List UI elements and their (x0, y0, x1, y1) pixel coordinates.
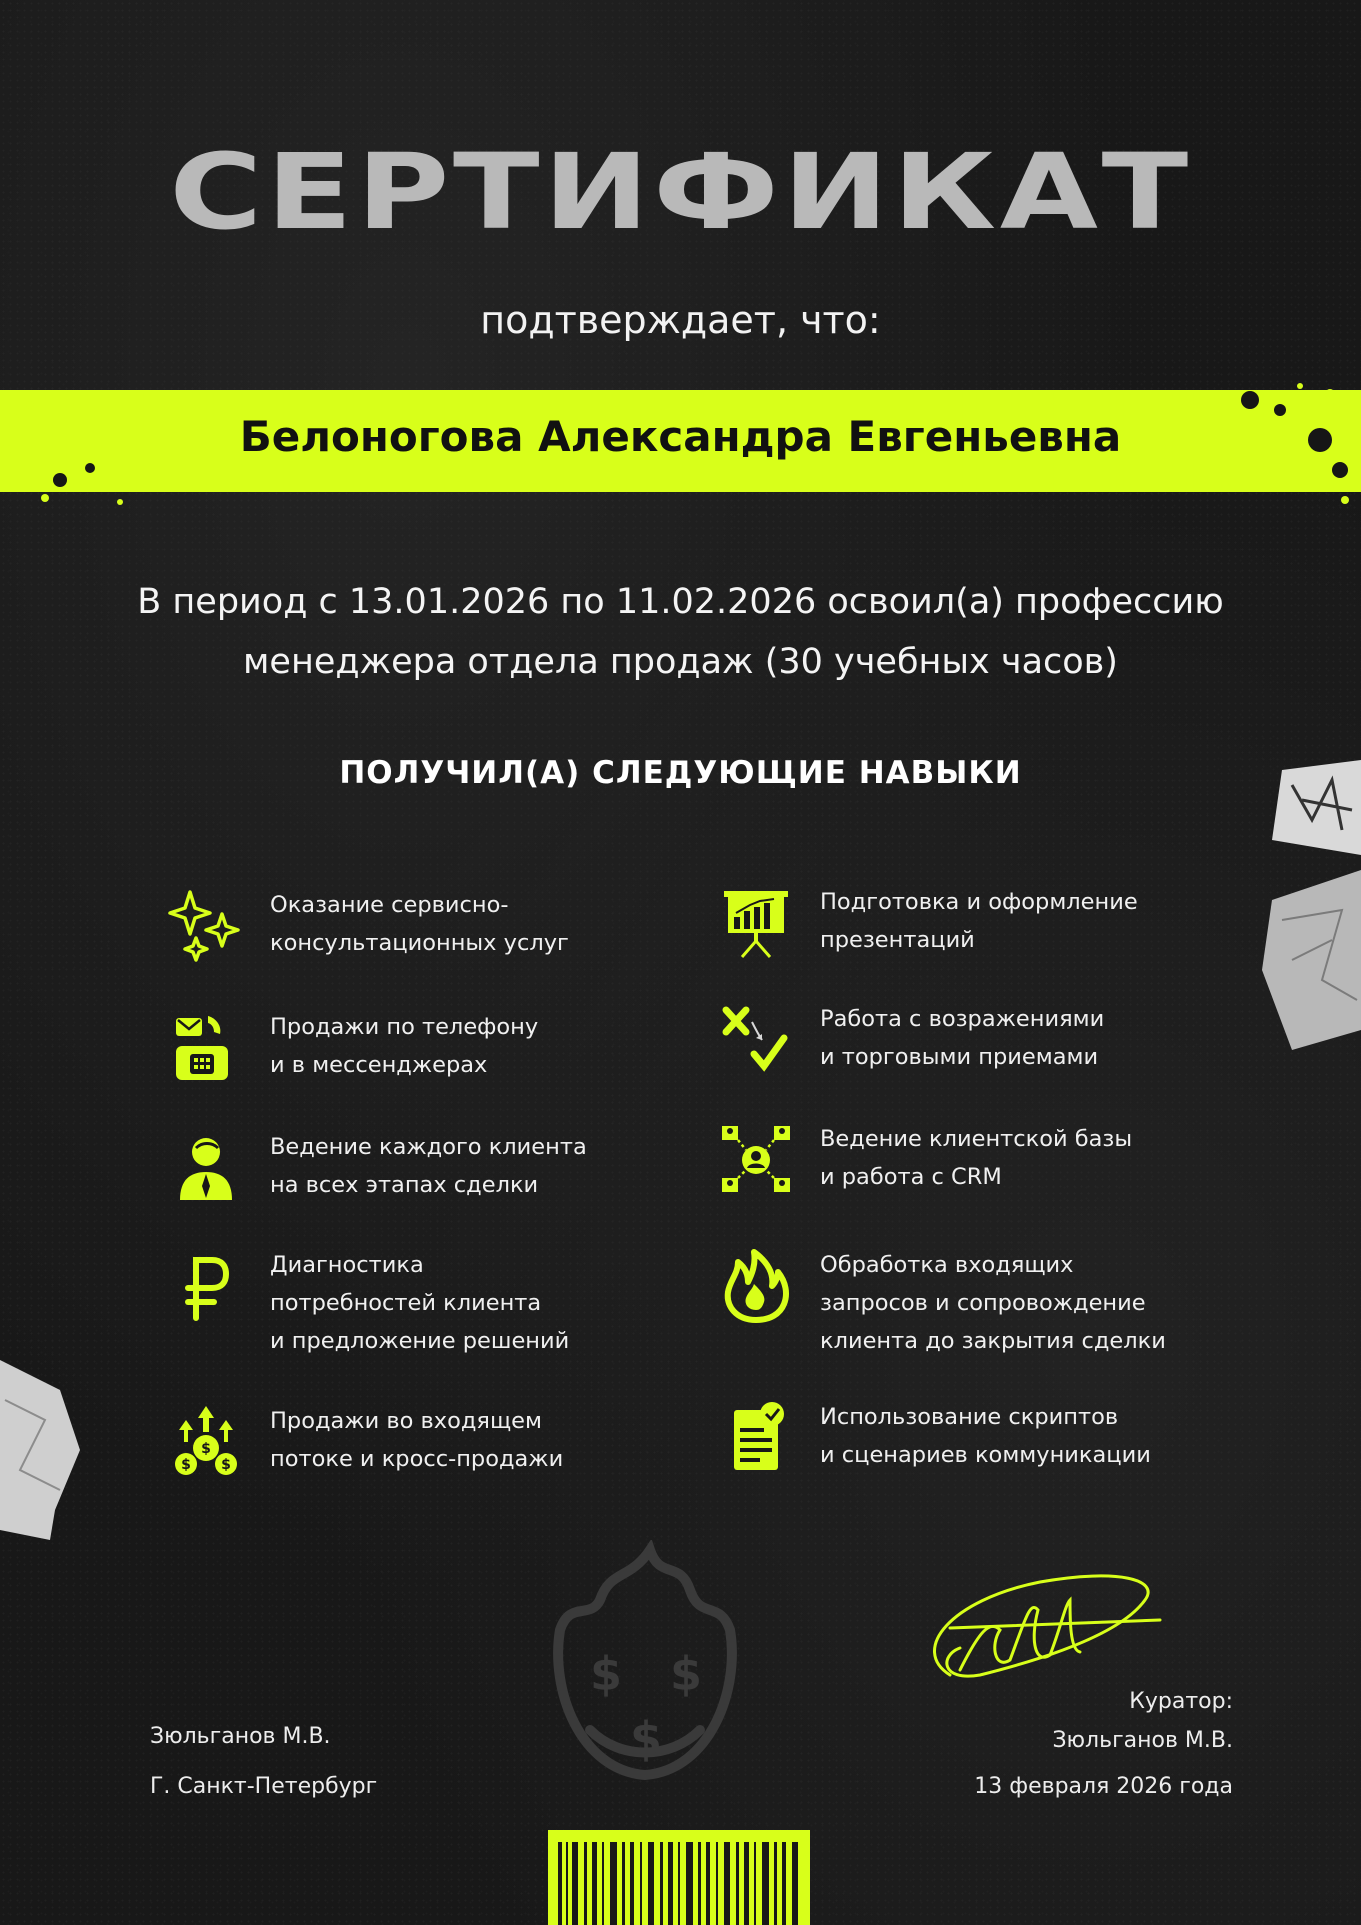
skill-line: потоке и кросс-продажи (270, 1446, 564, 1472)
period-line-2: менеджера отдела продаж (30 учебных часов) (243, 642, 1118, 682)
barcode (548, 1830, 810, 1925)
skill-line: Оказание сервисно- (270, 892, 509, 918)
svg-text:$: $ (181, 1457, 191, 1473)
crumpled-paper-decoration (1262, 760, 1361, 1050)
skill-line: и предложение решений (270, 1328, 570, 1354)
skill-line: Использование скриптов (820, 1404, 1119, 1430)
skill-text (270, 886, 569, 962)
script-document-icon (716, 1398, 796, 1478)
recipient-name: Белоногова Александра Евгеньевна (239, 412, 1122, 461)
skill-text (270, 1128, 587, 1204)
skill-text (820, 1398, 1151, 1474)
skill-item (166, 1008, 538, 1088)
skill-line: запросов и сопровождение (820, 1290, 1146, 1316)
skill-text (820, 1120, 1132, 1196)
client-person-icon (166, 1128, 246, 1208)
skill-line: Ведение клиентской базы (820, 1126, 1133, 1152)
skill-line: и работа с CRM (820, 1164, 1002, 1190)
skill-line: потребностей клиента (270, 1290, 542, 1316)
skill-line: Работа с возражениями (820, 1006, 1105, 1032)
crumpled-paper-decoration-left (0, 1360, 80, 1540)
period-line-1: В период с 13.01.2026 по 11.02.2026 освоил(а) профессию (137, 582, 1224, 622)
svg-text:$: $ (590, 1647, 623, 1701)
signature (920, 1560, 1170, 1690)
skill-line: Ведение каждого клиента (270, 1134, 587, 1160)
skills-heading: ПОЛУЧИЛ(А) СЛЕДУЮЩИЕ НАВЫКИ (339, 755, 1022, 791)
skill-item (166, 1246, 569, 1360)
skill-line: Продажи во входящем (270, 1408, 542, 1434)
skill-line: Подготовка и оформление (820, 889, 1138, 915)
money-growth-icon (166, 1402, 246, 1482)
presentation-board-icon (716, 883, 796, 963)
skill-item (716, 1120, 1132, 1200)
skill-line: презентаций (820, 927, 975, 953)
skill-line: консультационных услуг (270, 930, 569, 956)
certificate-subtitle: подтверждает, что: (480, 298, 881, 342)
skill-line: и сценариев коммуникации (820, 1442, 1151, 1468)
issue-date: 13 февраля 2026 года (974, 1774, 1233, 1799)
cross-check-icon (716, 1000, 796, 1080)
skill-item (716, 1000, 1104, 1080)
footer-left-name: Зюльганов М.В. (150, 1724, 331, 1749)
skill-item (716, 1246, 1166, 1360)
phone-messenger-icon (166, 1008, 246, 1088)
skill-line: Диагностика (270, 1252, 424, 1278)
skill-item (716, 1398, 1151, 1478)
skill-text (270, 1246, 569, 1360)
ruble-icon (166, 1246, 246, 1326)
svg-text:$: $ (221, 1457, 231, 1473)
skill-line: на всех этапах сделки (270, 1172, 539, 1198)
skill-text (820, 883, 1138, 959)
crm-network-icon (716, 1120, 796, 1200)
skill-item (166, 1402, 563, 1482)
skill-text (270, 1402, 563, 1478)
skill-text (820, 1000, 1104, 1076)
certificate-title: СЕРТИФИКАТ (169, 131, 1192, 253)
skill-line: клиента до закрытия сделки (820, 1328, 1166, 1354)
doodle-watermark (530, 1540, 760, 1790)
barcode-bars (548, 1830, 810, 1925)
svg-text:$: $ (670, 1647, 703, 1701)
skill-item (716, 883, 1138, 963)
course-period (100, 572, 1261, 692)
svg-text:$: $ (630, 1712, 663, 1766)
skill-line: и в мессенджерах (270, 1052, 488, 1078)
curator-label: Куратор: (1129, 1689, 1233, 1714)
skill-line: и торговыми приемами (820, 1044, 1099, 1070)
skill-text (820, 1246, 1166, 1360)
curator-name: Зюльганов М.В. (1052, 1728, 1233, 1753)
skill-line: Продажи по телефону (270, 1014, 539, 1040)
skill-text (270, 1008, 538, 1084)
skill-item (166, 886, 569, 966)
skill-item (166, 1128, 587, 1208)
sparkles-icon (166, 886, 246, 966)
flame-icon (716, 1246, 796, 1326)
footer-city: Г. Санкт-Петербург (150, 1774, 378, 1799)
svg-text:$: $ (201, 1441, 211, 1457)
skill-line: Обработка входящих (820, 1252, 1074, 1278)
